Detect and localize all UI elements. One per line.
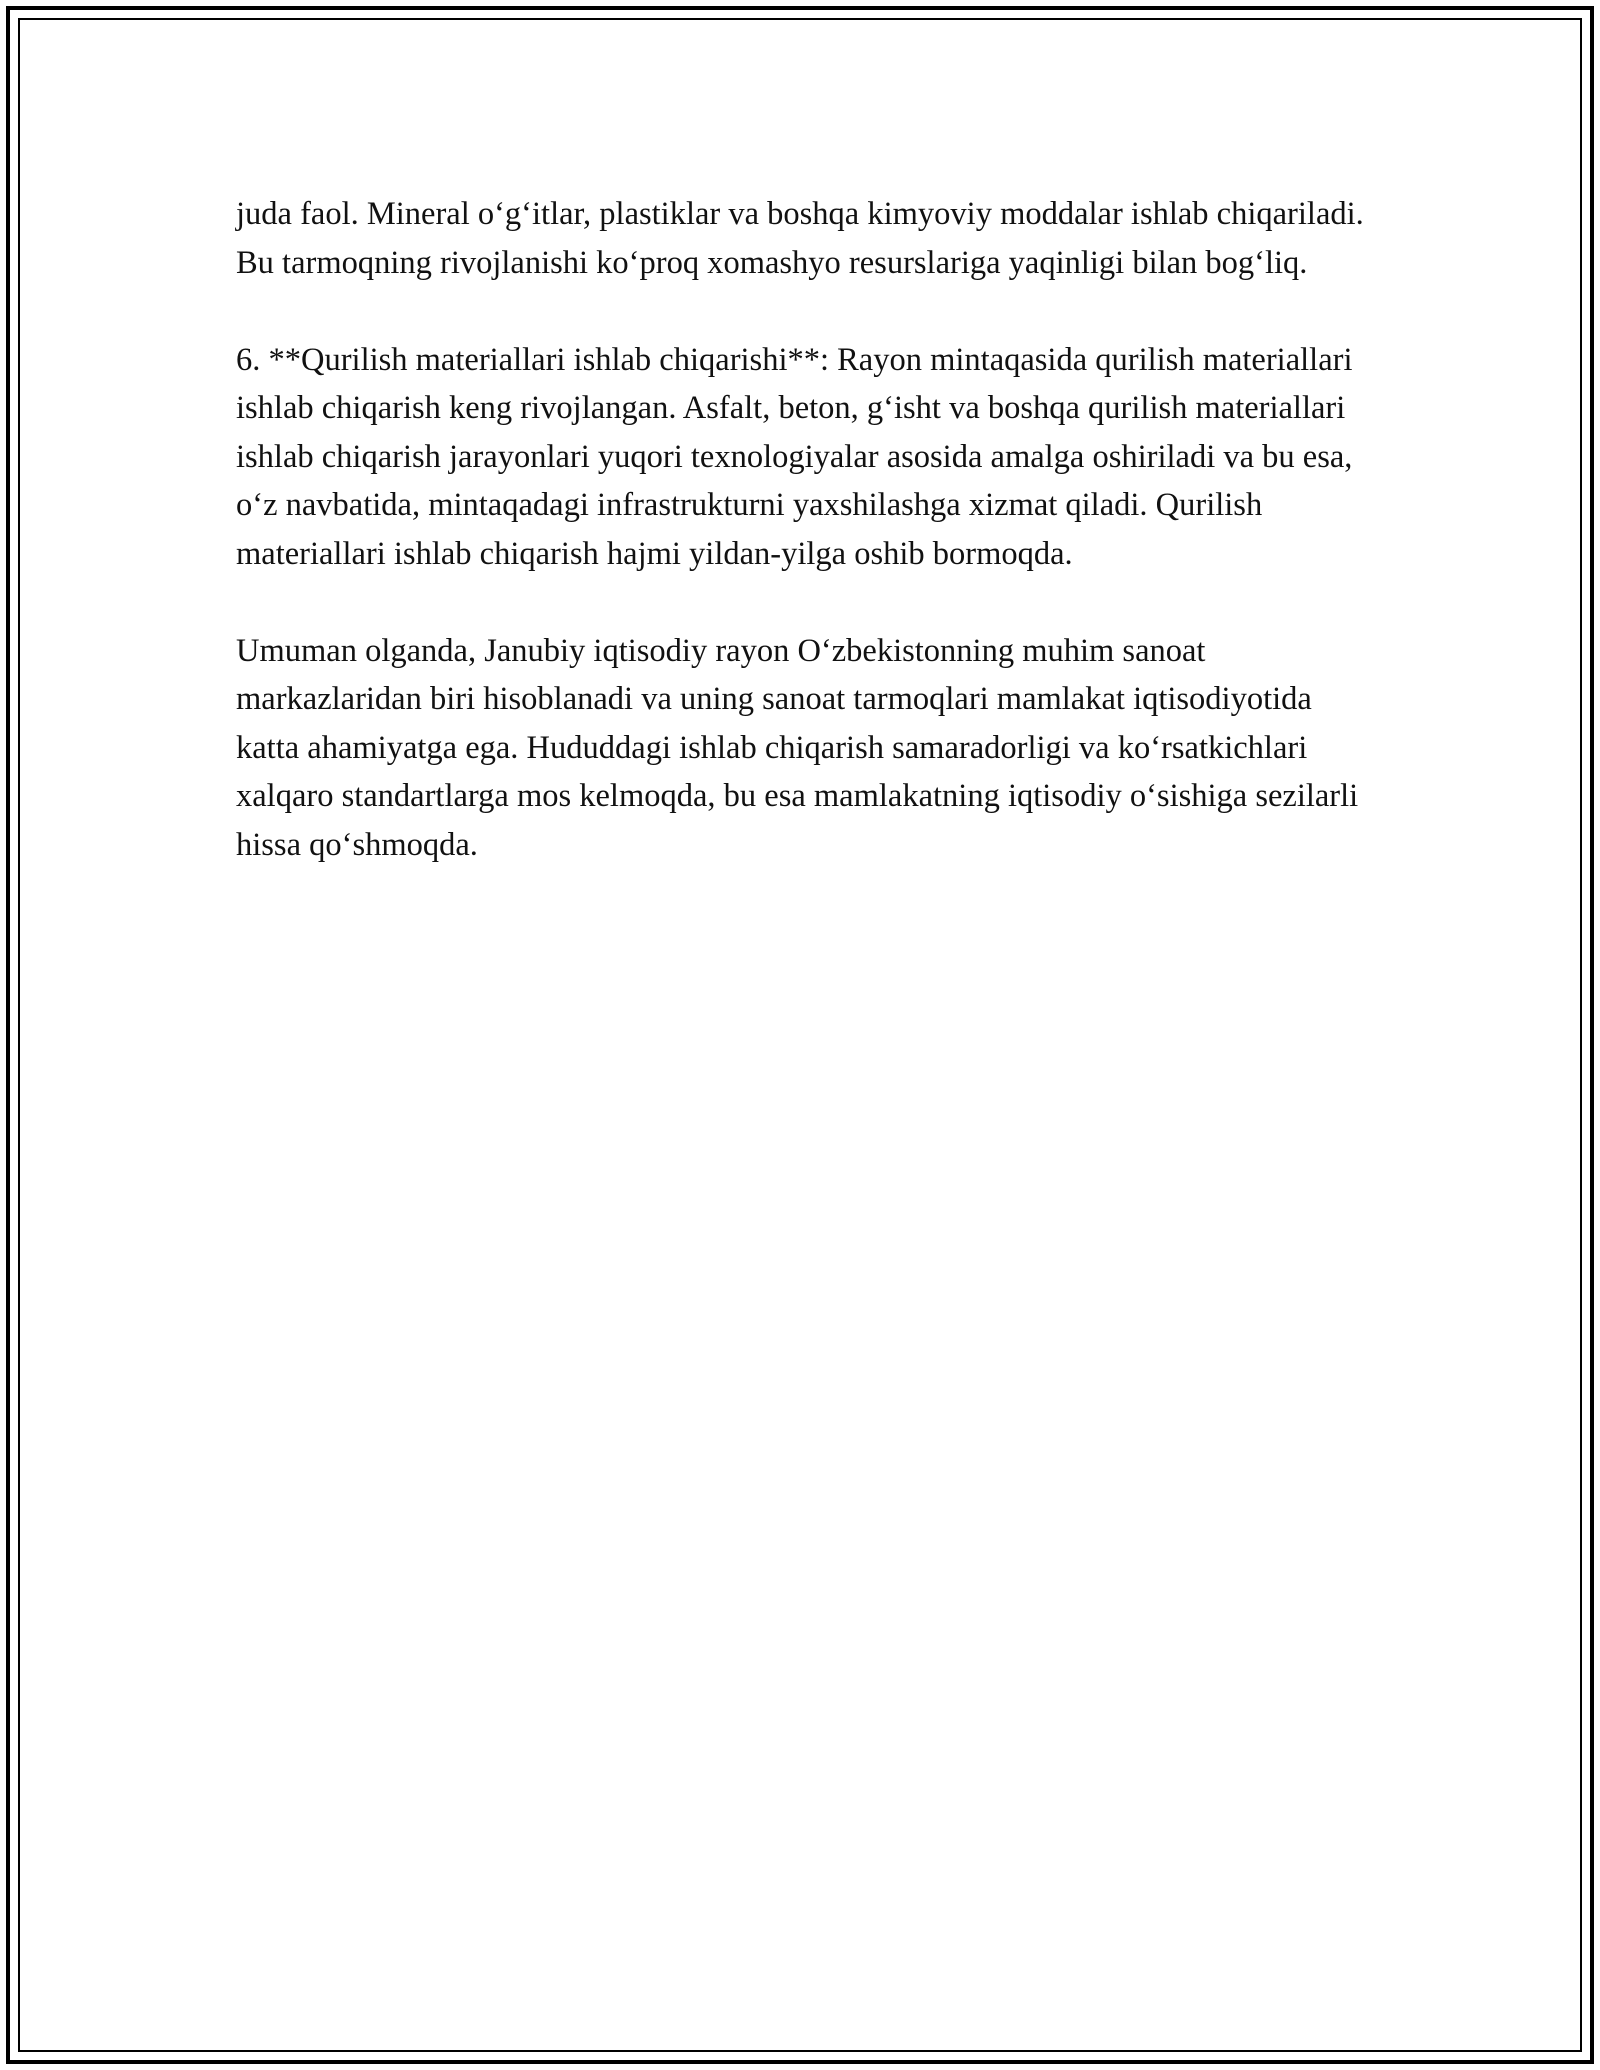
paragraph-chemical-industry: juda faol. Mineral o‘g‘itlar, plastiklar va boshqa kimyoviy moddalar ishlab chiqariladi. Bu tarmoqning rivojlanishi ko‘proq xomashyo resurslariga yaqinligi bilan bog‘liq. (236, 196, 1364, 281)
document-body (236, 190, 1366, 918)
paragraph-conclusion: Umuman olganda, Janubiy iqtisodiy rayon O‘zbekistonning muhim sanoat markazlaridan biri hisoblanadi va uning sanoat tarmoqlari mamlakat iqtisodiyotida katta ahamiyatga ega. Hududdagi ishlab chiqarish samaradorligi va ko‘rsatkichlari xalqaro standartlarga mos kelmoqda, bu esa mamlakatning iqtisodiy o‘sishiga sezilarli hissa qo‘shmoqda. (236, 632, 1359, 863)
paragraph-construction-materials: 6. **Qurilish materiallari ishlab chiqarishi**: Rayon mintaqasida qurilish materiallari ishlab chiqarish keng rivojlangan. Asfalt, beton, g‘isht va boshqa qurilish materiallari ishlab chiqarish jarayonlari yuqori texnologiyalar asosida amalga oshiriladi va bu esa, o‘z navbatida, mintaqadagi infrastrukturni yaxshilashga xizmat qiladi. Qurilish materiallari ishlab chiqarish hajmi yildan-yilga oshib bormoqda. (236, 341, 1353, 572)
